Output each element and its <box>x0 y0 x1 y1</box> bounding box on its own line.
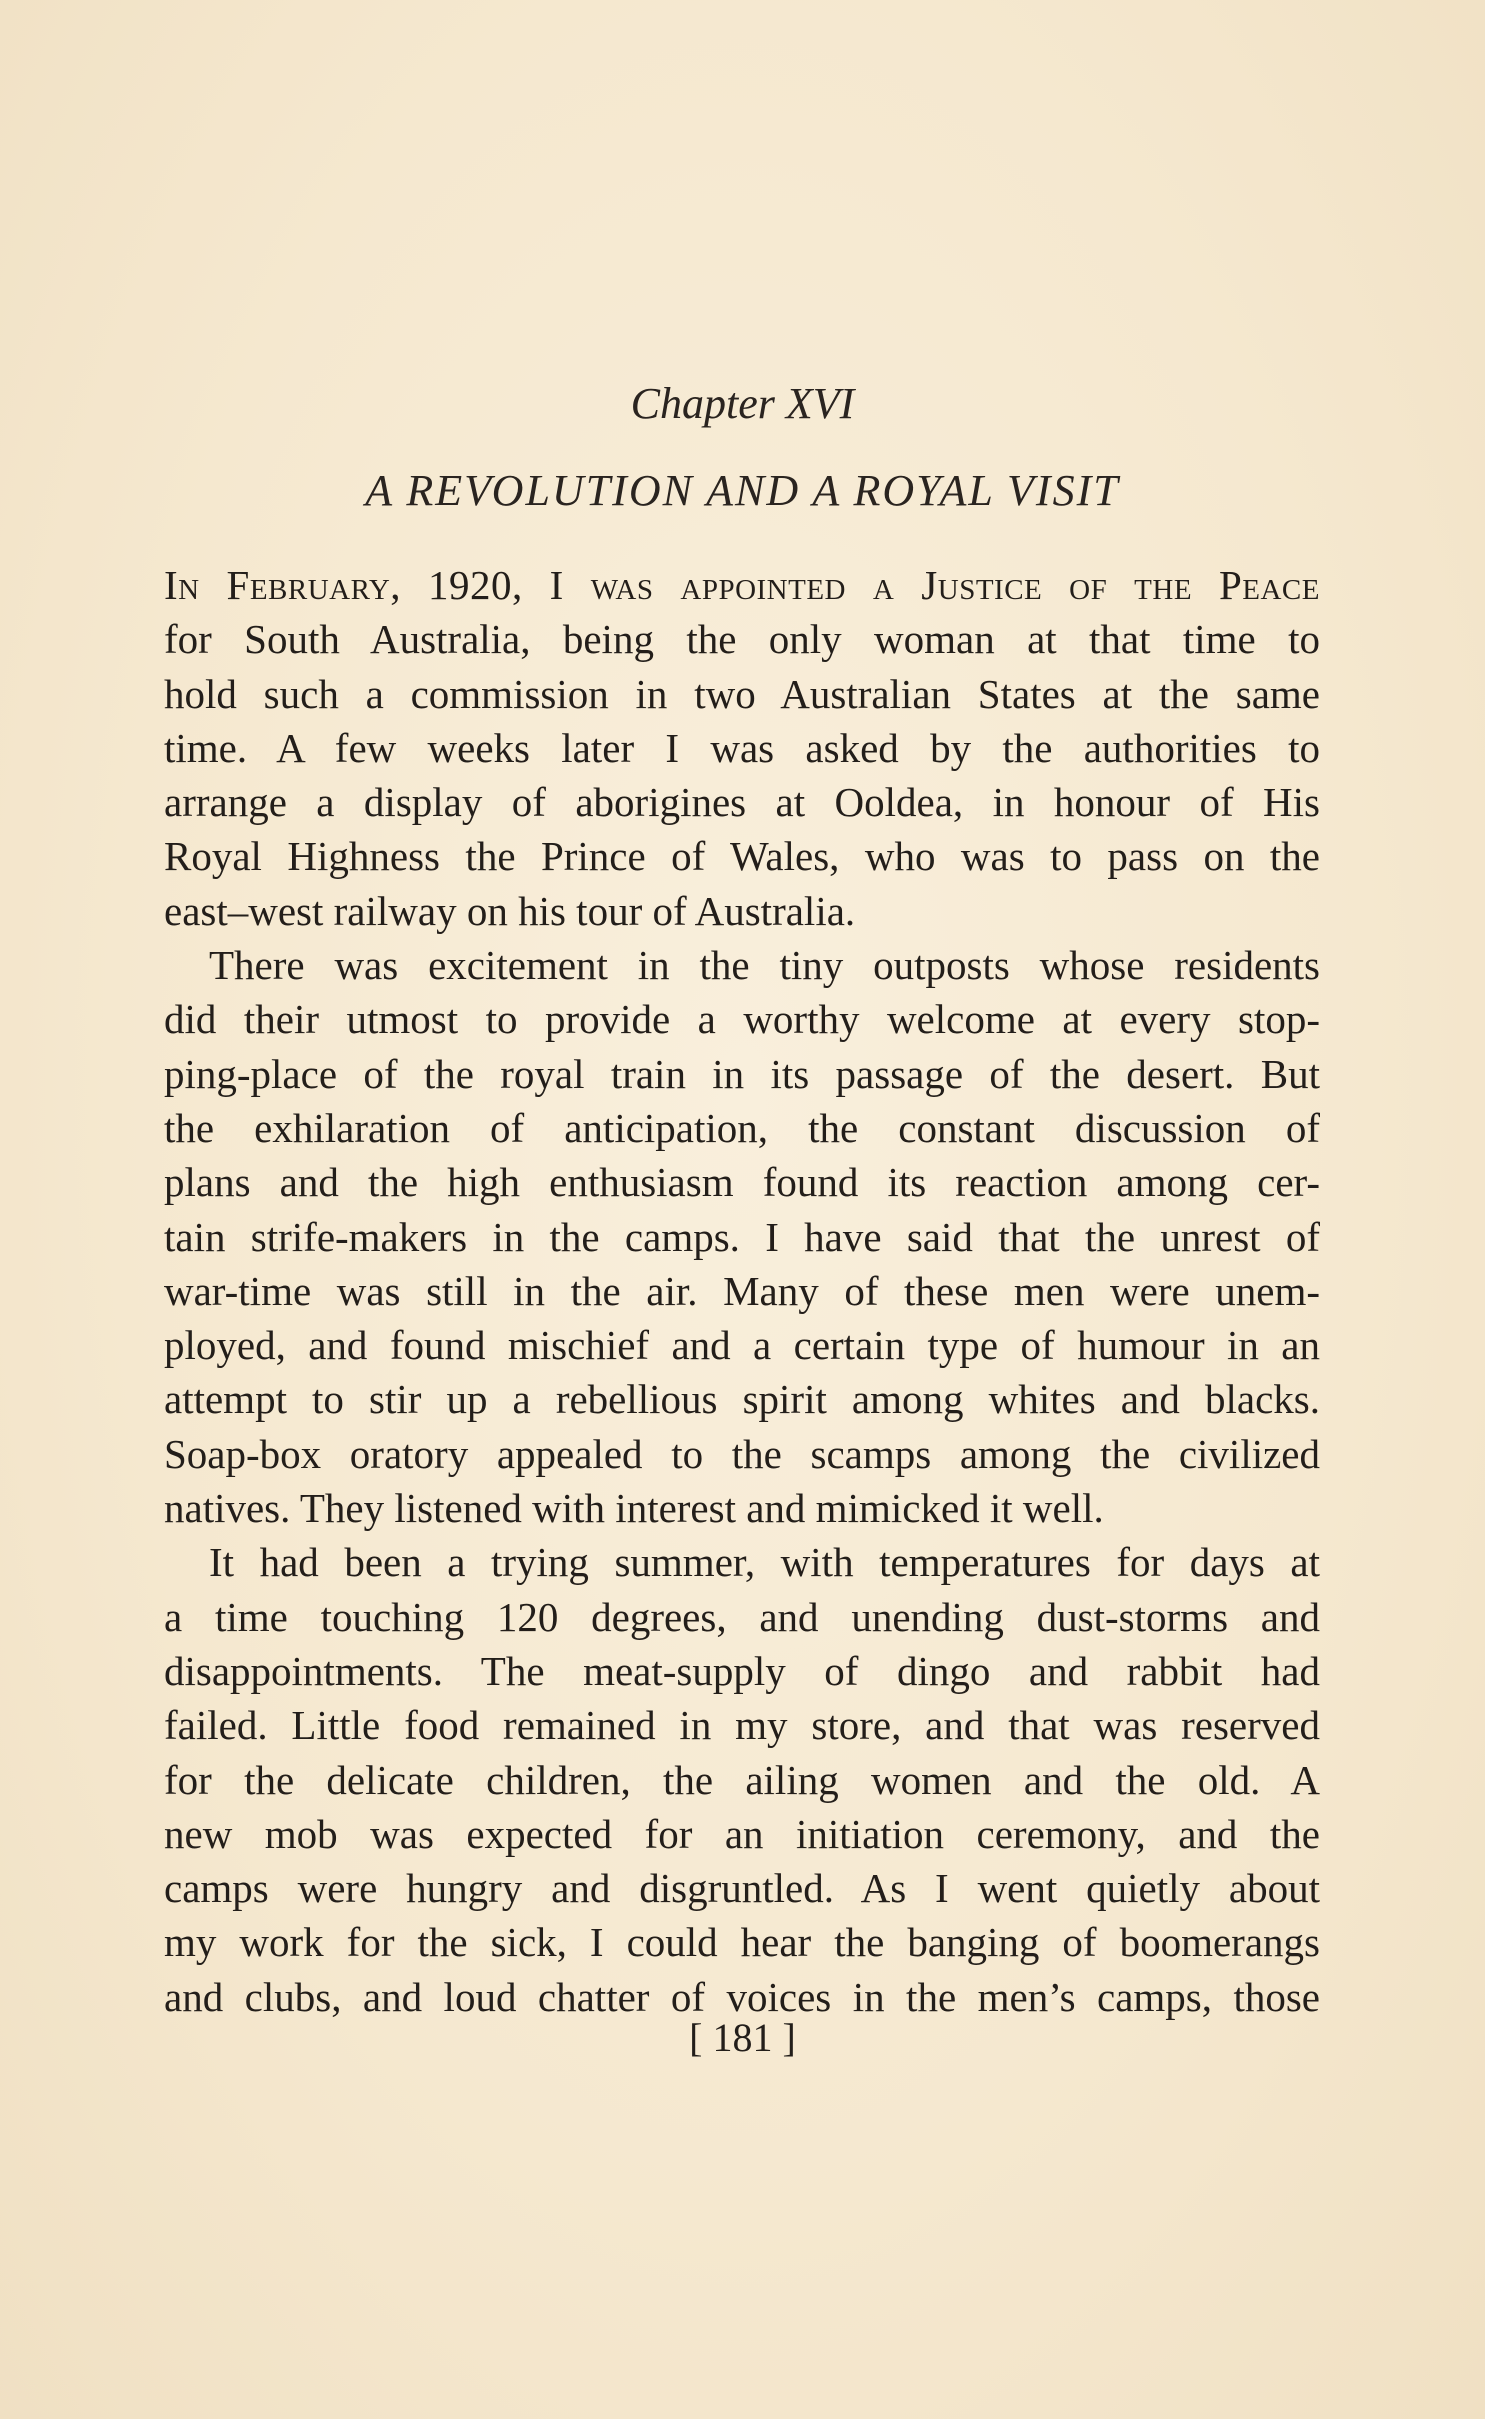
text-line: failed. Little food remained in my store, and that was reserved <box>164 1702 1320 1749</box>
body-text <box>164 558 1320 2024</box>
text-line: did their utmost to provide a worthy welcome at every stop- <box>164 996 1320 1043</box>
text-line: ping-place of the royal train in its passage of the desert. But <box>164 1050 1320 1097</box>
text-line: and clubs, and loud chatter of voices in the men’s camps, those <box>164 1973 1320 2020</box>
text-line: war-time was still in the air. Many of these men were unem- <box>164 1267 1320 1314</box>
text-line: hold such a commission in two Australian States at the same <box>164 670 1320 717</box>
text-line: my work for the sick, I could hear the banging of boomerangs <box>164 1919 1320 1966</box>
text-line: tain strife-makers in the camps. I have said that the unrest of <box>164 1213 1320 1260</box>
text-line: camps were hungry and disgruntled. As I went quietly about <box>164 1865 1320 1912</box>
text-line: arrange a display of aborigines at Ooldea, in honour of His <box>164 779 1320 826</box>
page-number: [ 181 ] <box>689 2015 796 2060</box>
text-line: attempt to stir up a rebellious spirit among whites and blacks. <box>164 1376 1320 1423</box>
text-line: In February, 1920, I was appointed a Justice of the Peace <box>164 562 1320 608</box>
text-line: Royal Highness the Prince of Wales, who was to pass on the <box>164 833 1320 880</box>
text-line: for the delicate children, the ailing women and the old. A <box>164 1756 1320 1803</box>
text-line: time. A few weeks later I was asked by the authorities to <box>164 724 1320 771</box>
text-line: Soap-box oratory appealed to the scamps among the civilized <box>164 1430 1320 1477</box>
text-line: for South Australia, being the only woman at that time to <box>164 616 1320 663</box>
chapter-heading: Chapter XVI <box>630 379 855 428</box>
text-line: natives. They listened with interest and mimicked it well. <box>164 1485 1104 1532</box>
text-line: It had been a trying summer, with temperatures for days at <box>209 1539 1320 1586</box>
text-line: east–west railway on his tour of Australia. <box>164 887 856 934</box>
text-line: new mob was expected for an initiation ceremony, and the <box>164 1810 1320 1857</box>
text-line: plans and the high enthusiasm found its reaction among cer- <box>164 1159 1320 1206</box>
text-line: There was excitement in the tiny outposts whose residents <box>209 942 1320 989</box>
text-line: a time touching 120 degrees, and unending dust-storms and <box>164 1593 1320 1640</box>
chapter-title: A REVOLUTION AND A ROYAL VISIT <box>365 466 1120 515</box>
text-line: the exhilaration of anticipation, the constant discussion of <box>164 1104 1320 1151</box>
text-line: ployed, and found mischief and a certain type of humour in an <box>164 1322 1320 1369</box>
text-line: disappointments. The meat-supply of dingo and rabbit had <box>164 1647 1320 1694</box>
